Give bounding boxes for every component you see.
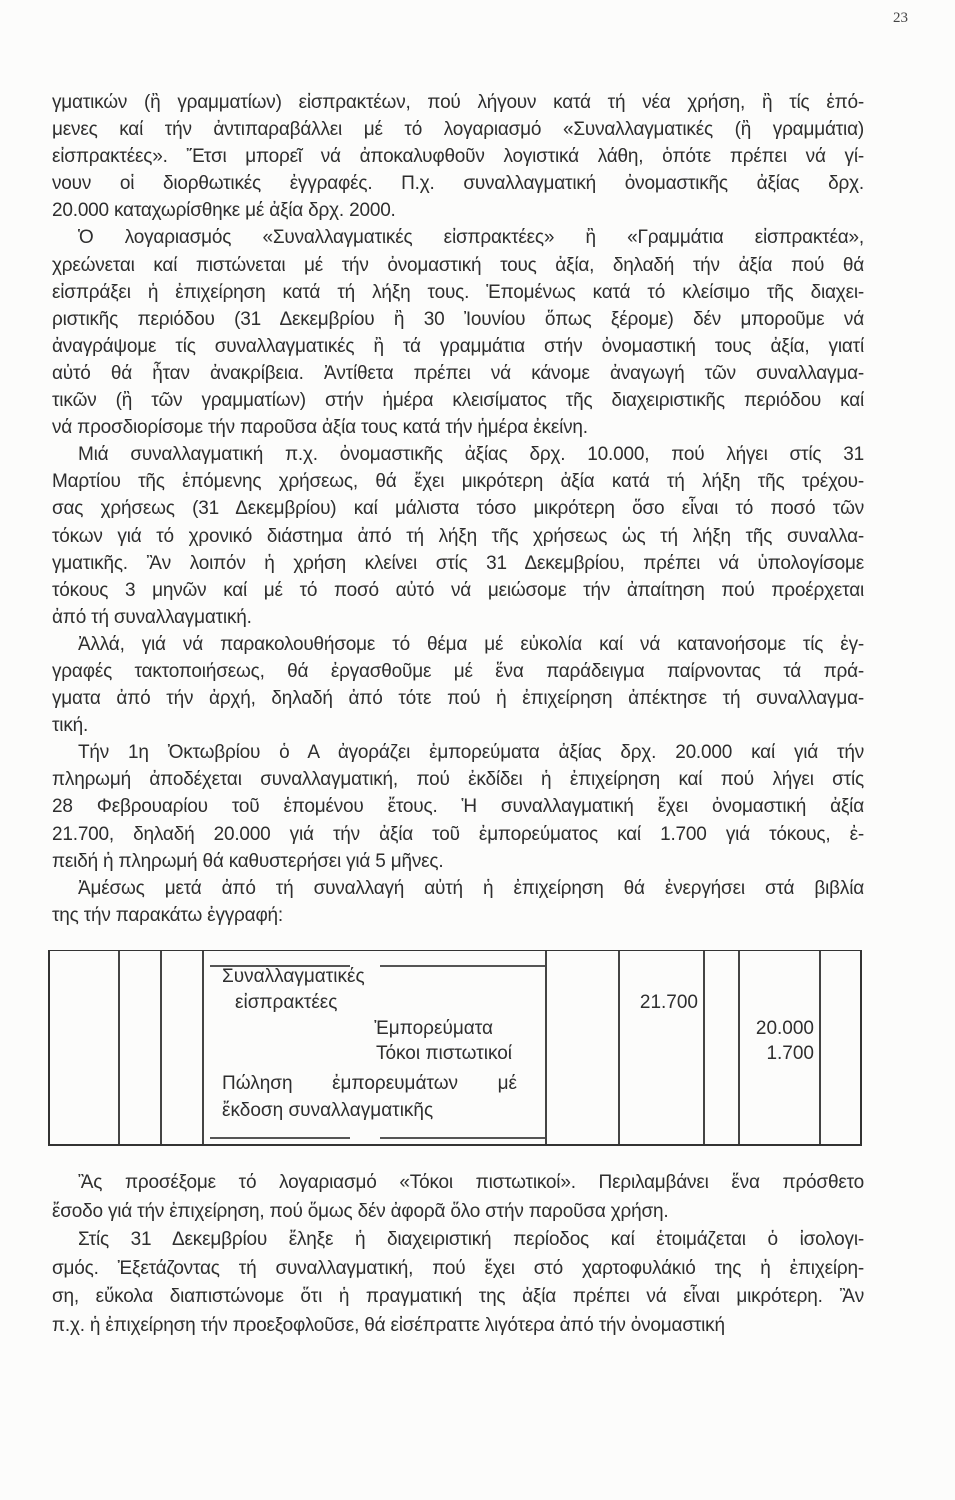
column-divider: [545, 951, 547, 1144]
text-line: Ὁ λογαριασμός «Συναλλαγματικές εἰσπρακτέες» ἢ «Γραμμάτια εἰσπρακτέα»,: [78, 227, 864, 249]
text-line: νά προσδιορίσομε τήν παροῦσα ἀξία τους κατά τήν ἡμέρα ἐκείνη.: [52, 417, 588, 439]
text-line: Ἀμέσως μετά ἀπό τή συναλλαγή αὐτή ἡ ἐπιχείρηση θά ἐνεργήσει στά βιβλία: [78, 877, 864, 899]
text-line: ἔσοδο γιά τήν ἐπιχείρηση, πού ὅμως δέν ἀφορᾶ ὅλο στήν παροῦσα χρήση.: [52, 1200, 669, 1222]
text-line: πληρωμή ἀποδέχεται συναλλαγματική, πού ἐκδίδει ἡ ἐπιχείρηση καί πού λήγει στίς: [52, 769, 864, 791]
text-line: Μιά συναλλαγματική π.χ. ὀνομαστικῆς ἀξίας δρχ. 10.000, πού λήγει στίς 31: [78, 444, 864, 466]
text-line: σμός. Ἐξετάζοντας τή συναλλαγματική, πού ἔχει στό χαρτοφυλάκιό της ἡ ἐπιχείρη-: [52, 1257, 864, 1279]
text-line: ἀπό τή συναλλαγματική.: [52, 606, 252, 628]
entry-separator: [380, 1137, 545, 1139]
credit-amount-2: 1.700: [766, 1043, 814, 1064]
credit-account-1: Ἐμπορεύματα: [374, 1018, 493, 1039]
text-line: εἰσπρακτέες». Ἔτσι μπορεῖ νά ἀποκαλυφθοῦν λογιστικά λάθη, ὁπότε πρέπει νά γί-: [52, 146, 864, 168]
entry-description: [222, 1072, 517, 1096]
text-line: γματα ἀπό τήν ἀρχή, δηλαδή ἀπό τότε πού ἡ ἐπιχείρηση ἀπέκτησε τή συναλλαγμα-: [52, 688, 864, 710]
description-word: Πώληση: [222, 1073, 293, 1094]
entry-separator: [210, 1137, 350, 1139]
text-line: γματικῆς. Ἂν λοιπόν ἡ χρήση κλείνει στίς 31 Δεκεμβρίου, πρέπει νά ὑπολογίσομε: [52, 552, 864, 574]
text-line: Ἀλλά, γιά νά παρακολουθήσομε τό θέμα μέ εὐκολία καί νά κατανοήσομε τίς ἐγ-: [78, 633, 864, 655]
body-text-top: [52, 89, 864, 929]
text-line: τόκους 3 μηνῶν καί μέ τό ποσό αὐτό νά μειώσομε τήν ἀπαίτηση πού προέρχεται: [52, 579, 864, 601]
column-divider: [202, 951, 204, 1144]
text-line: τόκων γιά τό χρονικό διάστημα ἀπό τή λήξη τῆς χρήσεως ὡς τή λήξη τῆς συναλλα-: [52, 525, 864, 547]
journal-entry-table: [48, 950, 862, 1146]
text-line: 20.000 καταχωρίσθηκε μέ ἀξία δρχ. 2000.: [52, 200, 396, 222]
text-line: τική.: [52, 715, 89, 737]
debit-account: Συναλλαγματικές: [222, 966, 365, 987]
text-line: ριστικῆς περιόδου (31 Δεκεμβρίου ἢ 30 Ἰουνίου ὅπως ξέρομε) δέν μποροῦμε νά: [52, 308, 864, 330]
text-line: Στίς 31 Δεκεμβρίου ἔληξε ἡ διαχειριστική περίοδος καί ἑτοιμάζεται ὁ ἰσολογι-: [78, 1229, 864, 1251]
entry-separator: [380, 965, 545, 967]
text-line: εἰσπράξει ἡ ἐπιχείρηση κατά τή λήξη τους. Ἑπομένως κατά τό κλείσιμο τῆς διαχει-: [52, 281, 864, 303]
page-number: 23: [893, 10, 908, 26]
text-line: πειδή ἡ πληρωμή θά καθυστερήσει γιά 5 μῆνες.: [52, 850, 444, 872]
body-text-bottom: [52, 1169, 864, 1341]
column-divider: [618, 951, 620, 1144]
text-line: σας χρήσεως (31 Δεκεμβρίου) καί μάλιστα τόσο μικρότερη ὅσο εἶναι τό ποσό τῶν: [52, 498, 864, 520]
text-line: τικῶν (ἢ τῶν γραμματίων) στήν ἡμέρα κλεισίματος τῆς διαχειριστικῆς περιόδου καί: [52, 390, 864, 412]
text-line: γματικών (ἢ γραμματίων) εἰσπρακτέων, πού λήγουν κατά τή νέα χρήση, ἢ τίς ἑπό-: [52, 92, 864, 113]
column-divider: [118, 951, 120, 1144]
text-line: της τήν παρακάτω ἐγγραφή:: [52, 904, 284, 926]
text-line: Μαρτίου τῆς ἑπόμενης χρήσεως, θά ἔχει μικρότερη ἀξία κατά τή λήξη τῆς τρέχου-: [52, 471, 864, 493]
text-line: νουν οἱ διορθωτικές ἐγγραφές. Π.χ. συναλλαγματική ὀνομαστικῆς ἀξίας δρχ.: [52, 173, 864, 195]
text-line: 28 Φεβρουαρίου τοῦ ἑπομένου ἔτους. Ἡ συναλλαγματική ἔχει ὀνομαστική ἀξία: [52, 796, 864, 818]
text-line: μενες καί τήν ἀντιπαραβάλλει μέ τό λογαριασμό «Συναλλαγματικές (ἢ γραμμάτια): [52, 119, 864, 141]
text-line: χρεώνεται καί πιστώνεται μέ τήν ὀνομαστική τους ἀξία, δηλαδή τήν ἀξία πού θά: [52, 254, 864, 276]
debit-amount: 21.700: [639, 992, 698, 1013]
text-line: Ἂς προσέξομε τό λογαριασμό «Τόκοι πιστωτικοί». Περιλαμβάνει ἕνα πρόσθετο: [78, 1172, 864, 1193]
column-divider: [819, 951, 821, 1144]
text-line: 21.700, δηλαδή 20.000 γιά τήν ἀξία τοῦ ἐμπορεύματος καί 1.700 γιά τόκους, ἐ-: [52, 823, 864, 845]
text-line: ἀναγράψομε τίς συναλλαγματικές ἢ τά γραμμάτια στήν ὀνομαστική τους ἀξία, γιατί: [52, 335, 864, 357]
text-line: αὐτό θά ἦταν ἀνακρίβεια. Ἀντίθετα πρέπει νά κάνομε ἀναγωγή τῶν συναλλαγμα-: [52, 362, 864, 384]
column-divider: [738, 951, 740, 1144]
debit-account-cont: εἰσπρακτέες: [235, 992, 338, 1013]
text-line: Τήν 1η Ὀκτωβρίου ὁ Α ἀγοράζει ἐμπορεύματα ἀξίας δρχ. 20.000 καί γιά τήν: [78, 742, 864, 764]
column-divider: [160, 951, 162, 1144]
entry-description-cont: ἔκδοση συναλλαγματικῆς: [222, 1100, 434, 1121]
credit-account-2: Τόκοι πιστωτικοί: [375, 1043, 512, 1064]
description-word: ἐμπορευμάτων: [332, 1073, 459, 1094]
column-divider: [703, 951, 705, 1144]
description-word: μέ: [497, 1073, 517, 1094]
text-line: ση, εὔκολα διαπιστώνομε ὅτι ἡ πραγματική της ἀξία πρέπει νά εἶναι μικρότερη. Ἂν: [52, 1286, 864, 1308]
credit-amount-1: 20.000: [755, 1018, 814, 1039]
text-line: π.χ. ἡ ἐπιχείρηση τήν προεξοφλοῦσε, θά εἰσέπραττε λιγότερα ἀπό τήν ὀνομαστική: [52, 1314, 725, 1336]
text-line: γραφές τακτοποιήσεως, θά ἐργασθοῦμε μέ ἕνα παράδειγμα παίρνοντας τά πρά-: [52, 660, 864, 682]
